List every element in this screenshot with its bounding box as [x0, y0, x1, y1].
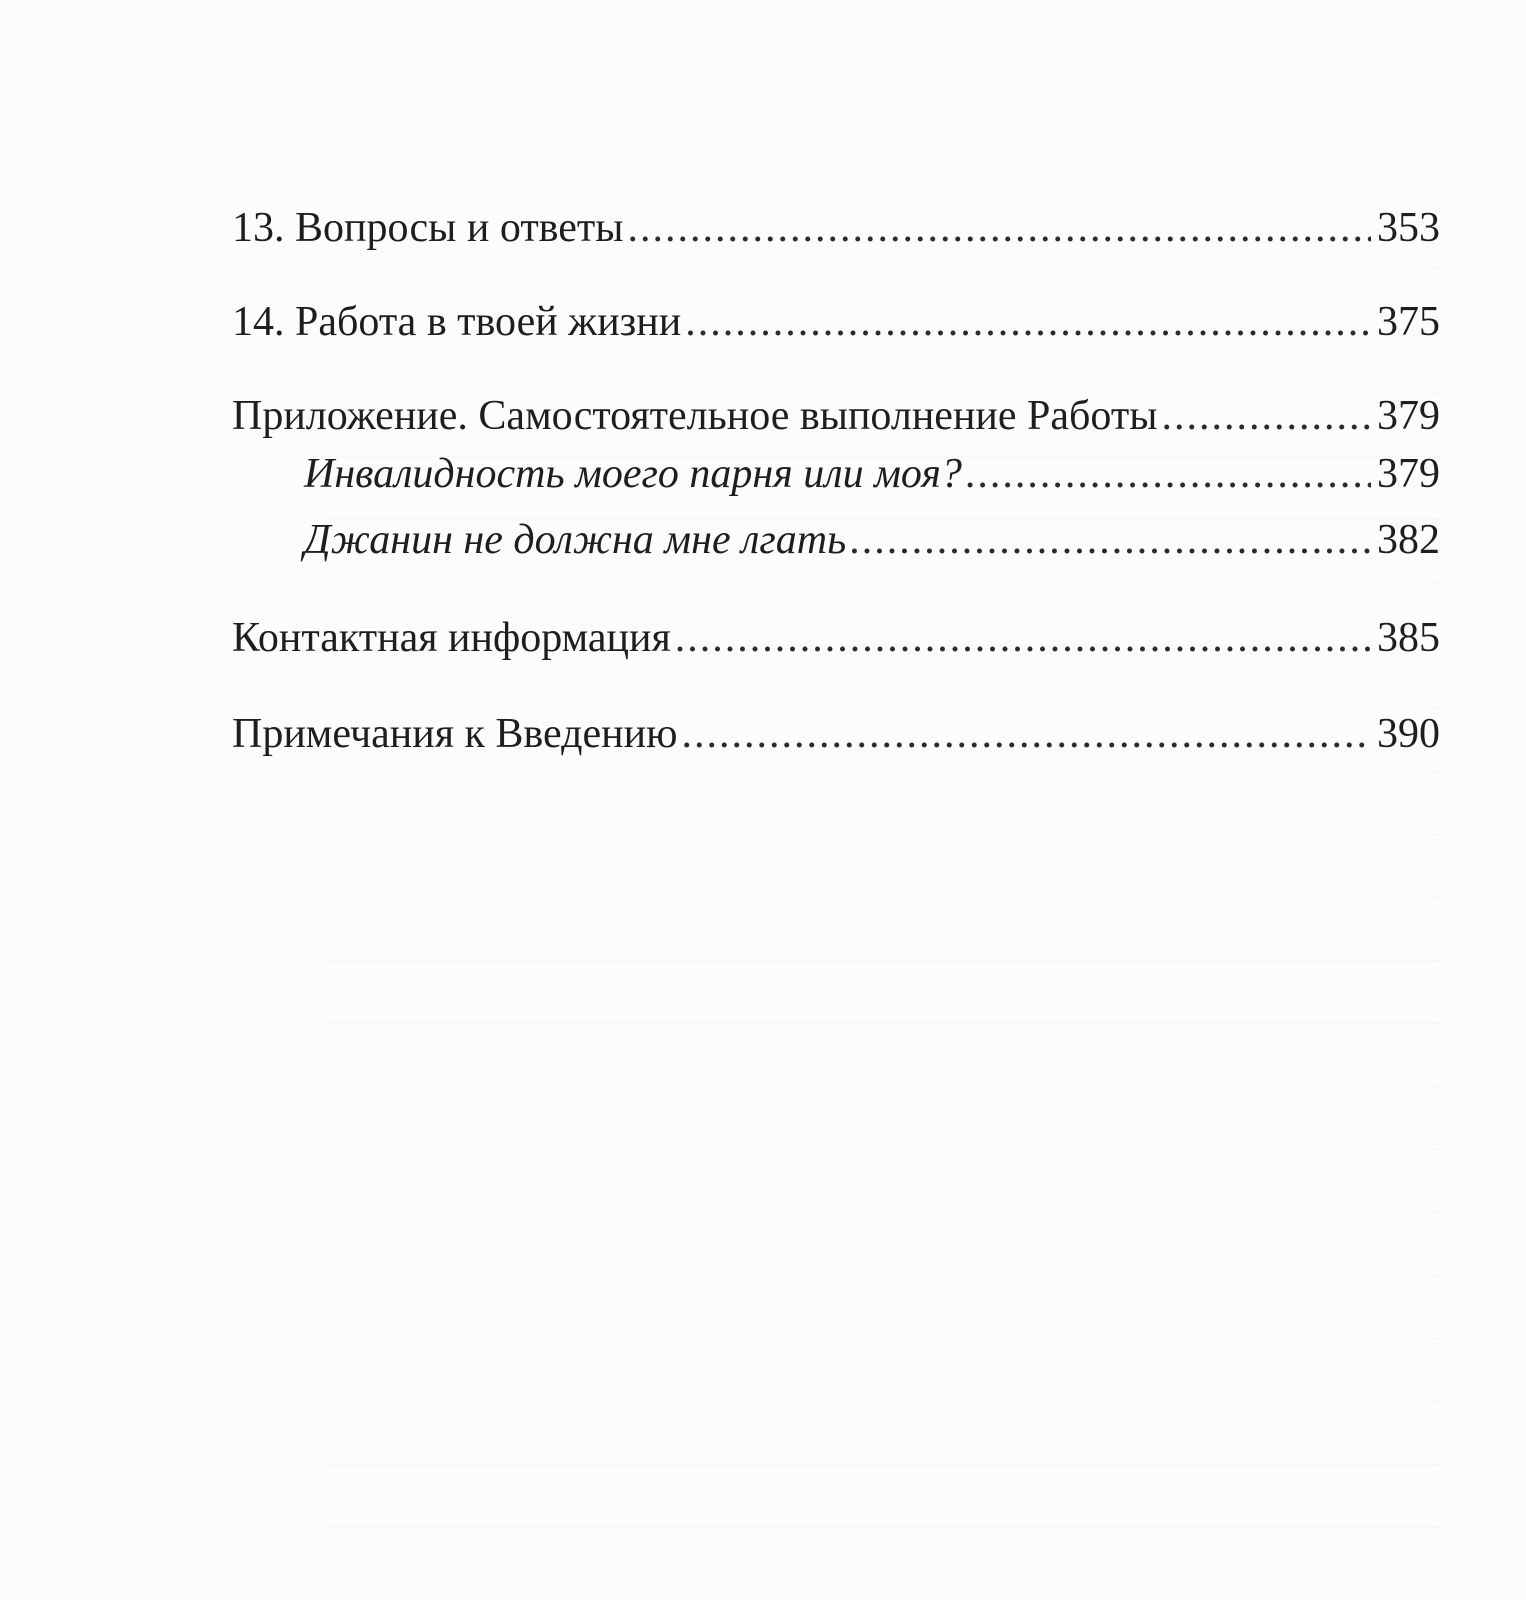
dot-leader [681, 706, 1371, 762]
toc-entry-page-number: 385 [1377, 615, 1440, 661]
dot-leader [966, 446, 1371, 502]
toc-entry-questions-and-answers [232, 200, 1440, 256]
toc-entry-notes-to-introduction [232, 706, 1440, 762]
toc-entry-title: Контактная информация [232, 615, 671, 661]
toc-entry-title: 14. Работа в твоей жизни [232, 299, 682, 345]
dot-leader [850, 512, 1371, 568]
toc-entry-contact-information [232, 610, 1440, 666]
toc-entry-title: Приложение. Самостоятельное выполнение Работы [232, 393, 1158, 439]
dot-leader [675, 610, 1371, 666]
toc-subentry-janine-should-not-lie [304, 512, 1440, 568]
dot-leader [685, 294, 1371, 350]
toc-entry-page-number: 382 [1377, 517, 1440, 563]
toc-entry-page-number: 353 [1377, 205, 1440, 251]
toc-entry-page-number: 379 [1377, 451, 1440, 497]
toc-entry-page-number: 379 [1377, 393, 1440, 439]
toc-entry-work-in-your-life [232, 294, 1440, 350]
toc-entry-page-number: 375 [1377, 299, 1440, 345]
toc-entry-appendix [232, 388, 1440, 444]
dot-leader [1161, 388, 1371, 444]
toc-subentry-boyfriend-disability [304, 446, 1440, 502]
dot-leader [627, 200, 1371, 256]
toc-entry-title: Инвалидность моего парня или моя? [304, 451, 962, 497]
toc-entry-page-number: 390 [1377, 711, 1440, 757]
toc-entry-title: 13. Вопросы и ответы [232, 205, 624, 251]
toc-entry-title: Примечания к Введению [232, 711, 678, 757]
toc-entry-title: Джанин не должна мне лгать [304, 517, 847, 563]
